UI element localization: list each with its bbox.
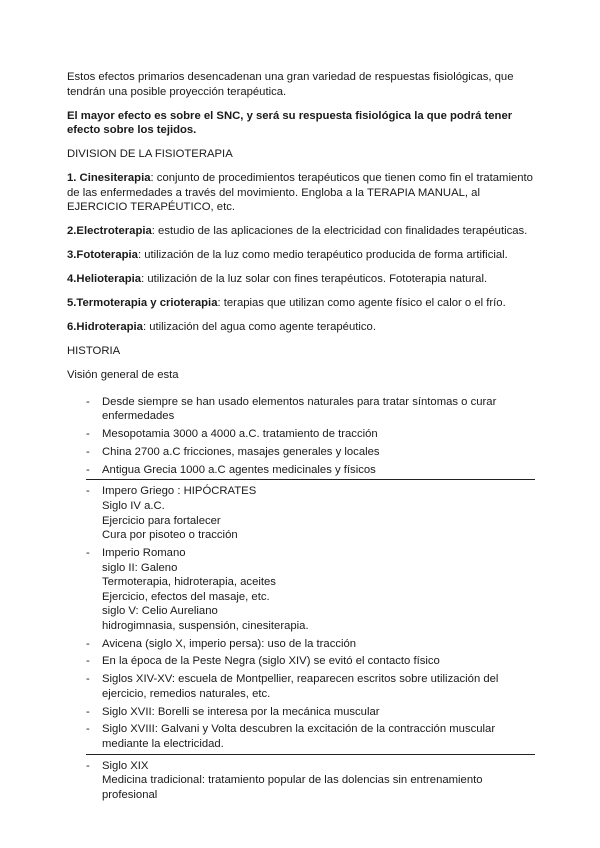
division-desc: : terapias que utilizan como agente físico el calor o el frío. [217, 297, 506, 310]
bullet-dash: - [86, 546, 90, 559]
intro-paragraph: Estos efectos primarios desencadenan una gran variedad de respuestas fisiológicas, que tendrán una posible proyección terapéutica. [67, 71, 514, 98]
list-item-text: siglo II: Galeno [102, 561, 178, 574]
list-item [67, 445, 535, 460]
document-page [67, 70, 535, 806]
division-item [67, 224, 535, 239]
bullet-dash: - [86, 428, 90, 441]
list-item [67, 463, 535, 478]
list-item-text: Cura por pisoteo o tracción [102, 529, 238, 542]
list-item-text: Antigua Grecia 1000 a.C agentes medicinales y físicos [102, 463, 376, 476]
division-desc: : conjunto de procedimientos terapéuticos que tienen como fin el tratamiento de las enfermedades a través del movimiento. Engloba a la TERAPIA MANUAL, al EJERCICIO TERAPÉUTICO, etc. [67, 172, 533, 214]
division-term: 3.Fototerapia [67, 249, 138, 262]
division-desc: : utilización del agua como agente terapéutico. [142, 321, 376, 334]
division-desc: : estudio de las aplicaciones de la electricidad con finalidades terapéuticas. [151, 225, 528, 238]
list-item-text: Siglos XIV-XV: escuela de Montpellier, reaparecen escritos sobre utilización del ejercicio, remedios naturales, etc. [102, 673, 499, 700]
division-item [67, 320, 535, 335]
division-term: 5.Termoterapia y crioterapia [67, 297, 218, 310]
division-term: 2.Electroterapia [67, 225, 152, 238]
section-divider [86, 479, 535, 480]
list-item [67, 672, 535, 701]
history-heading: HISTORIA [67, 345, 121, 358]
bullet-dash: - [86, 705, 90, 718]
bullet-dash: - [86, 655, 90, 668]
list-item-text: Siglo XIX [102, 759, 149, 772]
list-item [67, 722, 535, 751]
section-divider [86, 754, 535, 755]
division-heading: DIVISION DE LA FISIOTERAPIA [67, 148, 233, 161]
division-term: 4.Helioterapia [67, 273, 142, 286]
division-desc: : utilización de la luz como medio terapéutico producida de forma artificial. [137, 249, 508, 262]
bullet-dash: - [86, 673, 90, 686]
division-item [67, 296, 535, 311]
highlight-paragraph: El mayor efecto es sobre el SNC, y será su respuesta fisiológica la que podrá tener efecto sobre los tejidos. [67, 109, 513, 137]
list-item-text: En la época de la Peste Negra (siglo XIV) se evitó el contacto físico [102, 655, 440, 668]
bullet-dash: - [86, 445, 90, 458]
division-item [67, 171, 535, 215]
list-item-text: Impero Griego : HIPÓCRATES [102, 485, 257, 498]
list-item-text: Mesopotamia 3000 a 4000 a.C. tratamiento de tracción [102, 428, 378, 441]
list-item-text: Termoterapia, hidroterapia, aceites [102, 576, 276, 589]
list-item [67, 395, 535, 424]
list-item [67, 654, 535, 669]
history-list [67, 395, 535, 478]
bullet-dash: - [86, 395, 90, 408]
list-item [67, 637, 535, 652]
list-item-text: hidrogimnasia, suspensión, cinesiterapia. [102, 619, 309, 632]
list-item-text: China 2700 a.C fricciones, masajes generales y locales [102, 445, 380, 458]
division-item [67, 272, 535, 287]
bullet-dash: - [86, 637, 90, 650]
bullet-dash: - [86, 485, 90, 498]
list-item-text: Imperio Romano [102, 546, 186, 559]
list-item-text: Ejercicio para fortalecer [102, 514, 221, 527]
division-item [67, 248, 535, 263]
list-item-text: Medicina tradicional: tratamiento popular de las dolencias sin entrenamiento profesional [102, 774, 483, 801]
list-item [67, 705, 535, 720]
list-item-text: Siglo XVIII: Galvani y Volta descubren la excitación de la contracción muscular mediante la electricidad. [102, 723, 496, 750]
list-item [67, 759, 535, 803]
division-desc: : utilización de la luz solar con fines terapéuticos. Fototerapia natural. [141, 273, 488, 286]
list-item-text: siglo V: Celio Aureliano [102, 605, 218, 618]
history-intro: Visión general de esta [67, 369, 179, 382]
bullet-dash: - [86, 759, 90, 772]
list-item-text: Desde siempre se han usado elementos naturales para tratar síntomas o curar enfermedades [102, 395, 497, 423]
list-item-text: Siglo XVII: Borelli se interesa por la mecánica muscular [102, 705, 380, 718]
list-item-text: Ejercicio, efectos del masaje, etc. [102, 590, 270, 603]
bullet-dash: - [86, 723, 90, 736]
list-item [67, 427, 535, 442]
list-item-text: Avicena (siglo X, imperio persa): uso de la tracción [102, 637, 357, 650]
division-term: 6.Hidroterapia [67, 321, 143, 334]
list-item [67, 484, 535, 542]
history-list [67, 759, 535, 803]
history-list [67, 484, 535, 751]
list-item [67, 546, 535, 634]
bullet-dash: - [86, 463, 90, 476]
division-term: 1. Cinesiterapia [67, 172, 151, 185]
list-item-text: Siglo IV a.C. [102, 499, 165, 512]
